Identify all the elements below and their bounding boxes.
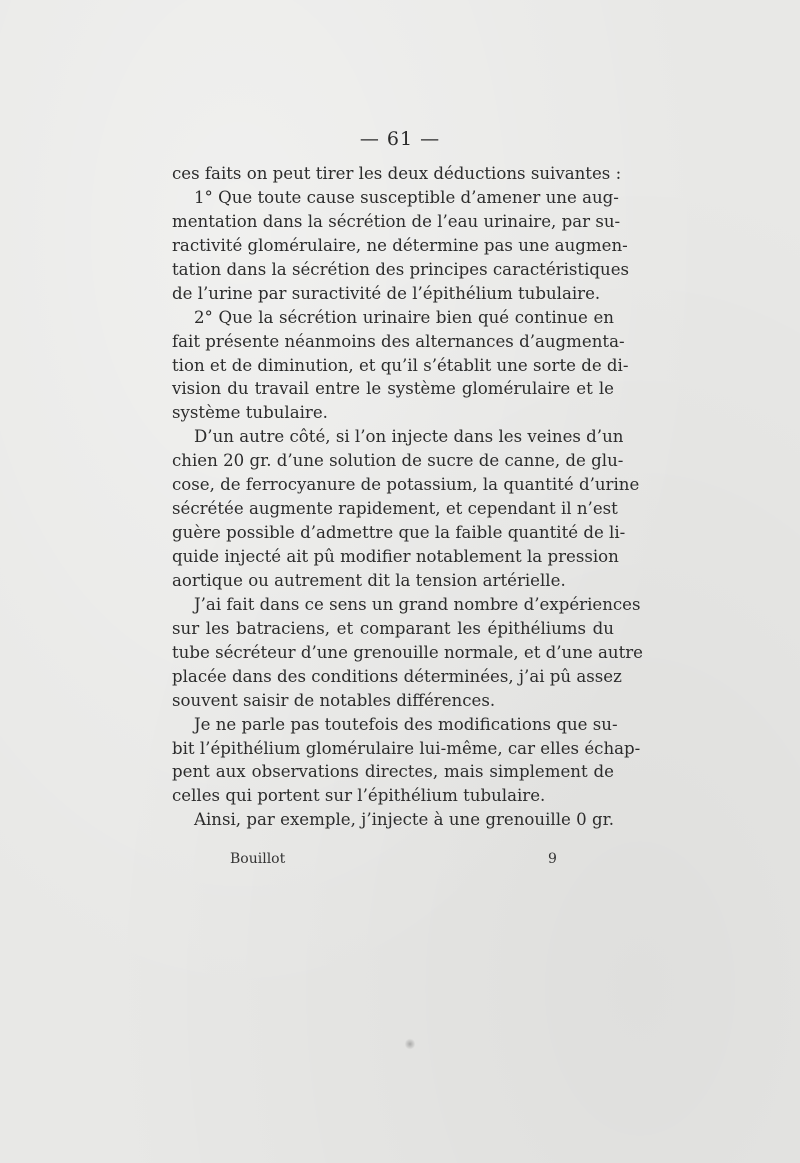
text-line: tion et de diminution, et qu’il s’établit une sorte de di- (172, 355, 629, 375)
text-line: bit l’épithélium glomérulaire lui-même, car elles échap- (172, 738, 641, 758)
text-line: sécrétée augmente rapidement, et cependant il n’est (172, 499, 618, 519)
text-line: sur les batraciens, et comparant les épithéliums du (172, 618, 614, 638)
text-line: 1° Que toute cause susceptible d’amener une aug- (194, 187, 619, 207)
body-text (172, 162, 644, 832)
text-line: souvent saisir de notables différences. (172, 690, 496, 710)
text-line: tation dans la sécrétion des principes caractéristiques (172, 259, 630, 279)
text-line: aortique ou autrement dit la tension artérielle. (172, 570, 566, 590)
footer-author: Bouillot (230, 851, 286, 867)
text-line: quide injecté ait pû modifier notablement la pression (172, 547, 619, 566)
text-line: tube sécréteur d’une grenouille normale, et d’une autre (172, 642, 644, 662)
text-line: ractivité glomérulaire, ne détermine pas une augmen- (172, 235, 628, 255)
page-number: — 61 — (359, 128, 441, 150)
text-line: vision du travail entre le système glomérulaire et le (172, 379, 614, 399)
text-line: placée dans des conditions déterminées, j’ai pû assez (172, 666, 622, 686)
text-line: J’ai fait dans ce sens un grand nombre d’expériences (194, 594, 641, 614)
text-line: système tubulaire. (172, 403, 328, 423)
text-line: D’un autre côté, si l’on injecte dans les veines d’un (194, 427, 624, 447)
text-line: 2° Que la sécrétion urinaire bien qué continue en (194, 307, 614, 327)
text-line: chien 20 gr. d’une solution de sucre de canne, de glu- (172, 451, 624, 471)
text-line: guère possible d’admettre que la faible quantité de li- (172, 523, 626, 543)
signature-mark: 9 (548, 851, 557, 867)
text-line: pent aux observations directes, mais simplement de (172, 762, 614, 782)
text-line: Ainsi, par exemple, j’injecte à une grenouille 0 gr. (194, 810, 614, 830)
text-line: cose, de ferrocyanure de potassium, la quantité d’urine (172, 475, 640, 495)
text-line: Je ne parle pas toutefois des modifications que su- (194, 714, 618, 734)
paper-speck (405, 1038, 415, 1050)
text-line: de l’urine par suractivité de l’épithélium tubulaire. (172, 283, 601, 303)
text-line: ces faits on peut tirer les deux déductions suivantes : (172, 164, 622, 183)
text-line: mentation dans la sécrétion de l’eau urinaire, par su- (172, 211, 621, 231)
text-line: fait présente néanmoins des alternances d’augmenta- (172, 331, 625, 351)
text-line: celles qui portent sur l’épithélium tubulaire. (172, 786, 546, 806)
page-footer (0, 851, 800, 871)
